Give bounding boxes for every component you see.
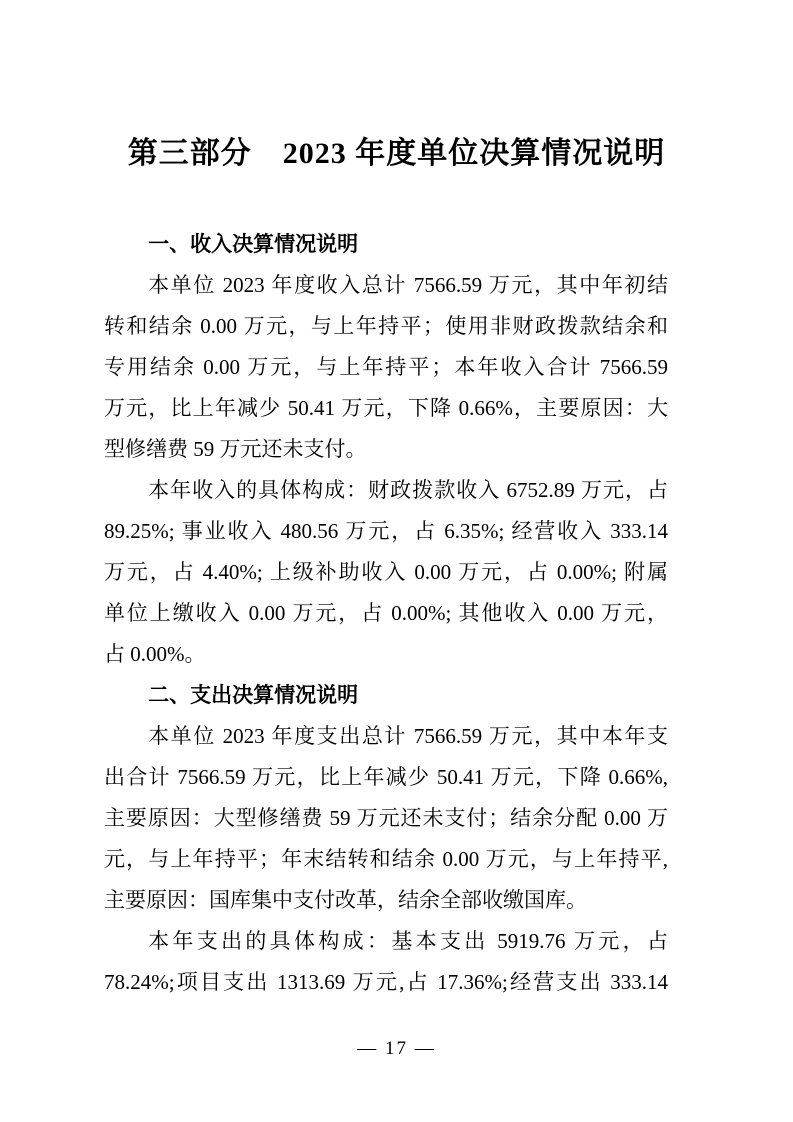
text-line: 本年支出的具体构成：基本支出 5919.76 万元，占 xyxy=(148,929,668,953)
paragraph-income-summary xyxy=(104,265,668,470)
text-line: 89.25%; 事业收入 480.56 万元，占 6.35%; 经营收入 333.14 xyxy=(104,519,668,543)
section-heading-income: 一、收入决算情况说明 xyxy=(148,233,359,256)
text-line: 主要原因：国库集中支付改革，结余全部收缴国库。 xyxy=(104,888,587,912)
text-line: 万元，占 4.40%; 上级补助收入 0.00 万元，占 0.00%; 附属 xyxy=(104,560,668,584)
text-line: 本年收入的具体构成：财政拨款收入 6752.89 万元，占 xyxy=(148,478,668,502)
text-line: 出合计 7566.59 万元，比上年减少 50.41 万元，下降 0.66%, xyxy=(104,765,668,789)
paragraph-expenditure-summary xyxy=(104,716,668,921)
text-line: 转和结余 0.00 万元，与上年持平；使用非财政拨款结余和 xyxy=(104,314,668,338)
text-line: 元，与上年持平；年末结转和结余 0.00 万元，与上年持平, xyxy=(104,847,668,871)
page-number: — 17 — xyxy=(357,1038,436,1059)
document-body xyxy=(104,224,668,1003)
document-title: 第三部分 2023 年度单位决算情况说明 xyxy=(127,137,666,170)
text-line: 本单位 2023 年度收入总计 7566.59 万元，其中年初结 xyxy=(148,273,668,297)
text-line: 占 0.00%。 xyxy=(104,642,206,666)
text-line: 型修缮费 59 万元还未支付。 xyxy=(104,437,367,461)
section-heading-expenditure: 二、支出决算情况说明 xyxy=(148,684,359,707)
text-line: 单位上缴收入 0.00 万元，占 0.00%; 其他收入 0.00 万元， xyxy=(104,601,668,625)
text-line: 专用结余 0.00 万元，与上年持平；本年收入合计 7566.59 xyxy=(104,355,668,379)
paragraph-income-composition xyxy=(104,470,668,675)
text-line: 万元，比上年减少 50.41 万元，下降 0.66%，主要原因：大 xyxy=(104,396,668,420)
text-line: 主要原因：大型修缮费 59 万元还未支付；结余分配 0.00 万 xyxy=(104,806,668,830)
text-line: 78.24%;项目支出 1313.69 万元,占 17.36%;经营支出 333.14 xyxy=(104,970,668,994)
text-line: 本单位 2023 年度支出总计 7566.59 万元，其中本年支 xyxy=(148,724,668,748)
paragraph-expenditure-composition xyxy=(104,921,668,1003)
page-footer xyxy=(0,1036,793,1062)
